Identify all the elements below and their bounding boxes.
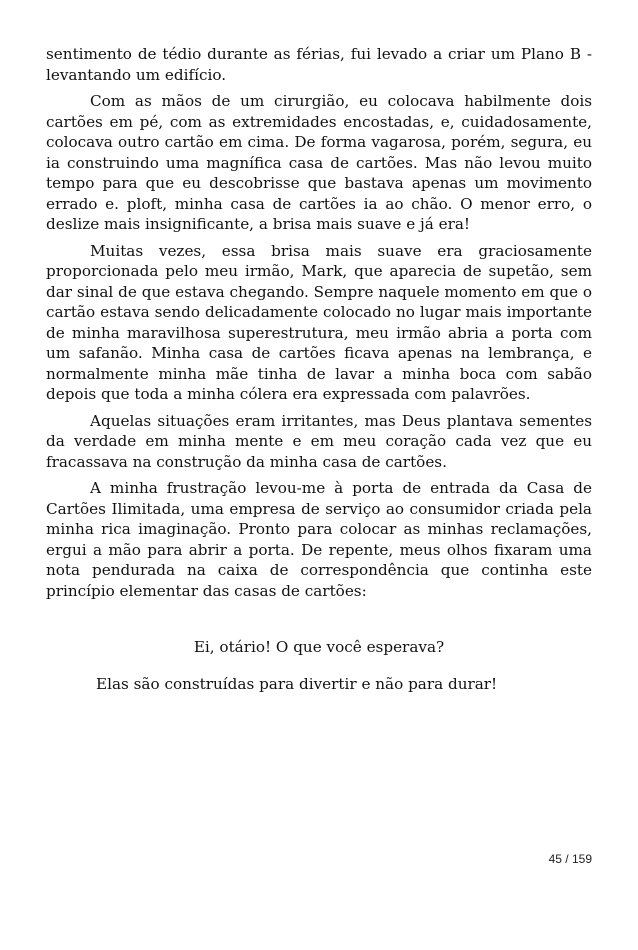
paragraph: Com as mãos de um cirurgião, eu colocava habilmente dois cartões em pé, com as extremidades encostadas, e, cuidadosamente, colocava outro cartão em cima. De forma vagarosa, porém, segura, eu ia construindo uma magnífica casa de cartões. Mas não levou muito tempo para que eu descobrisse que bastava apenas um movimento errado e. ploft, minha casa de cartões ia ao chão. O menor erro, o deslize mais insignificante, a brisa mais suave e já era! [46, 92, 592, 233]
note-line-2: Elas são construídas para divertir e não para durar! [96, 674, 498, 693]
document-page [46, 44, 592, 694]
note-line-1: Ei, otário! O que você esperava? [193, 638, 445, 656]
paragraph: A minha frustração levou-me à porta de entrada da Casa de Cartões Ilimitada, uma empresa de serviço ao consumidor criada pela minha rica imaginação. Pronto para colocar as minhas reclamações, ergui a mão para abrir a porta. De repente, meus olhos fixaram uma nota pendurada na caixa de correspondência que continha este princípio elementar das casas de cartões: [46, 479, 592, 600]
paragraph: Muitas vezes, essa brisa mais suave era graciosamente proporcionada pelo meu irmão, Mark, que aparecia de supetão, sem dar sinal de que estava chegando. Sempre naquele momento em que o cartão estava sendo delicadamente colocado no lugar mais importante de minha maravilhosa superestrutura, meu irmão abria a porta com um safanão. Minha casa de cartões ficava apenas na lembrança, e normalmente minha mãe tinha de lavar a minha boca com sabão depois que toda a minha cólera era expressada com palavrões. [46, 241, 592, 403]
paragraph-continuation: sentimento de tédio durante as férias, fui levado a criar um Plano B -levantando um edifício. [46, 45, 592, 84]
paragraph: Aquelas situações eram irritantes, mas Deus plantava sementes da verdade em minha mente e em meu coração cada vez que eu fracassava na construção da minha casa de cartões. [46, 411, 592, 471]
page-number: 45 / 159 [548, 852, 592, 866]
note-quote [46, 637, 592, 694]
